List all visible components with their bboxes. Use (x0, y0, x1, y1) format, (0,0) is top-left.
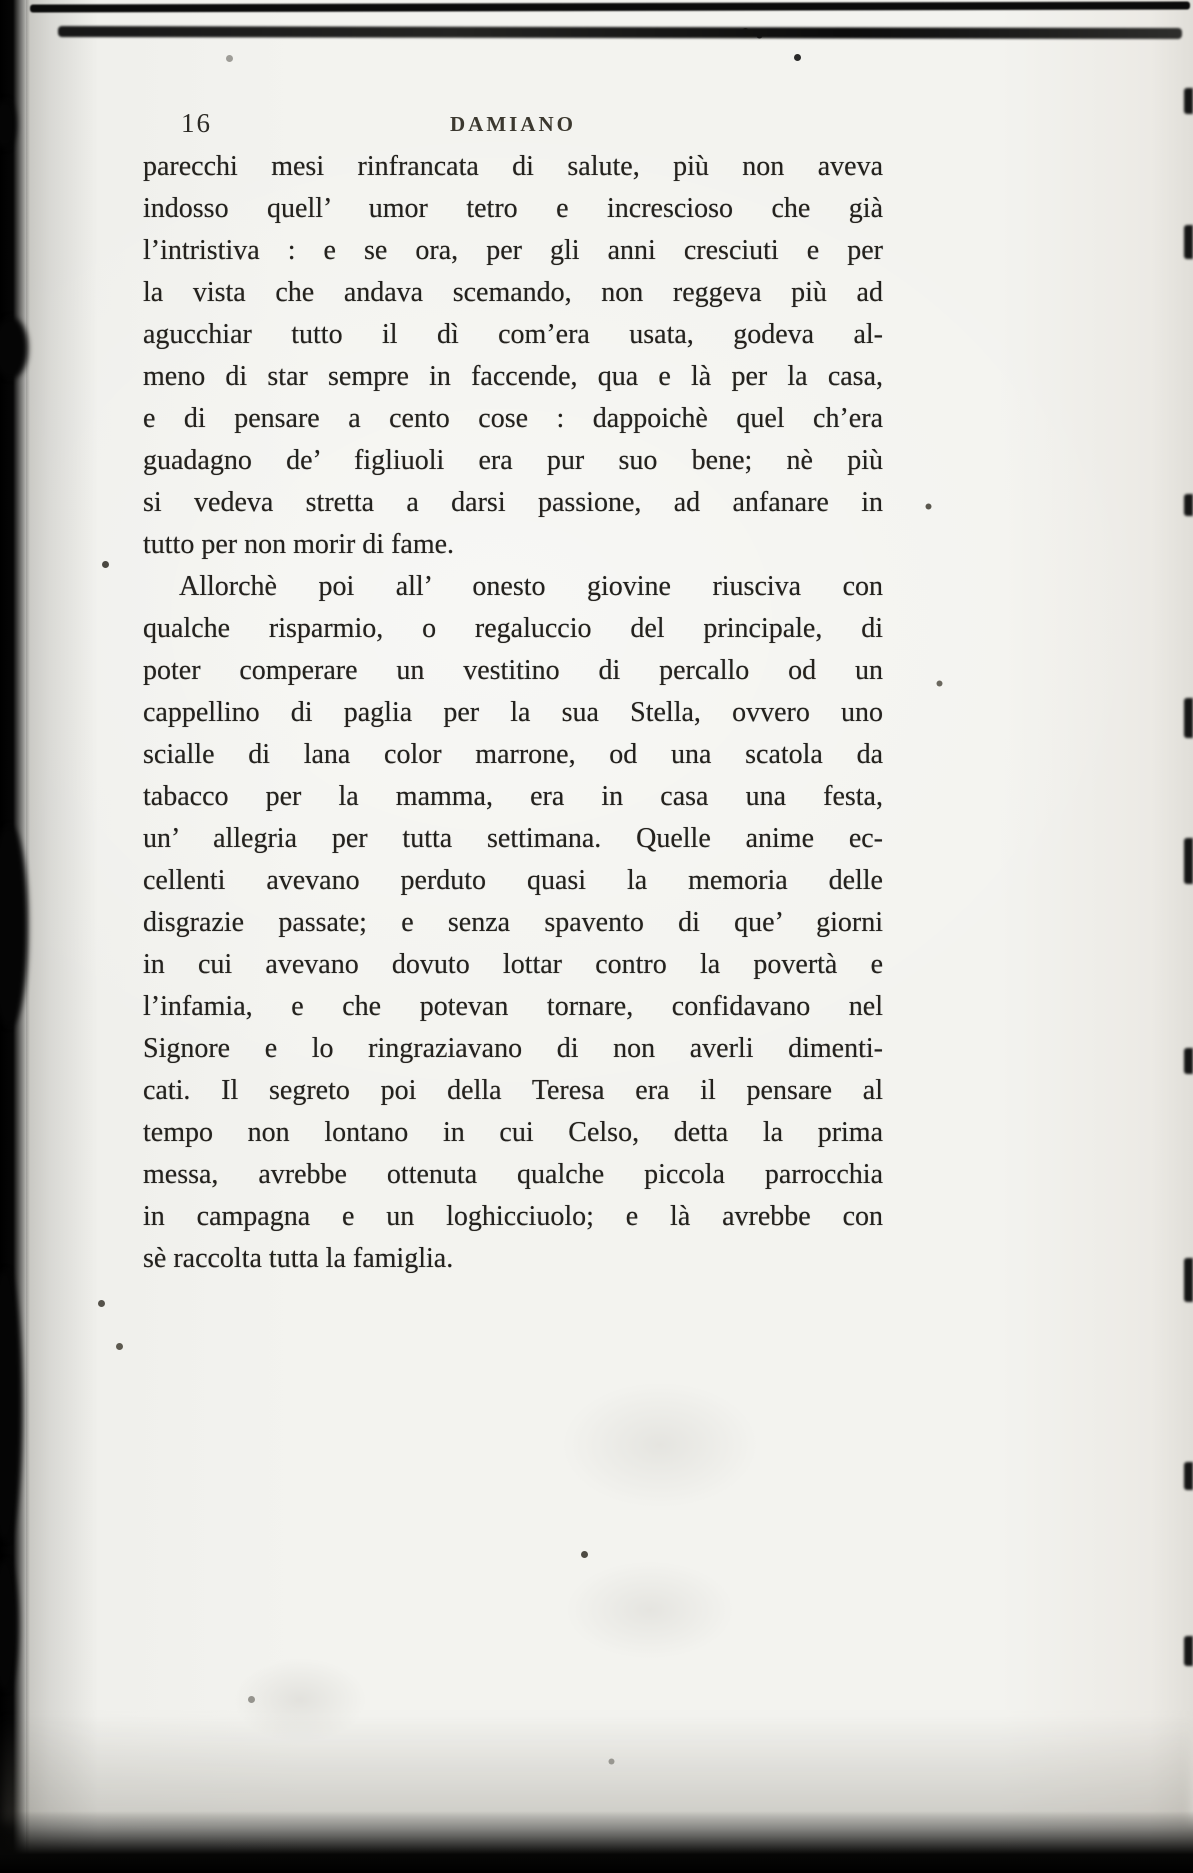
text-line: Allorchè poi all’ onesto giovine riusciva con (179, 571, 883, 602)
text-line: agucchiar tutto il dì com’era usata, godeva al- (143, 319, 883, 350)
scan-right-mark (1184, 1258, 1193, 1302)
scan-right-mark (1184, 1462, 1193, 1490)
scan-right-mark (1184, 1048, 1193, 1074)
text-line: tabacco per la mamma, era in casa una festa, (143, 781, 883, 812)
scan-edge-top-bar-2 (58, 26, 1182, 39)
scan-right-mark (1184, 225, 1193, 259)
scan-right-mark (1184, 838, 1193, 884)
text-line: messa, avrebbe ottenuta qualche piccola parrocchia (143, 1159, 883, 1190)
text-block (143, 146, 883, 1280)
text-line: meno di star sempre in faccende, qua e là per la casa, (143, 361, 883, 392)
scan-right-mark (1184, 494, 1193, 516)
text-line: tutto per non morir di fame. (143, 529, 455, 560)
scan-edge-bottom-band (0, 1811, 1193, 1873)
text-line: sè raccolta tutta la famiglia. (143, 1243, 454, 1274)
text-line: scialle di lana color marrone, od una scatola da (143, 739, 883, 770)
text-line: in campagna e un loghicciuolo; e là avrebbe con (143, 1201, 883, 1232)
page-number: 16 (181, 108, 212, 138)
scan-right-mark (1184, 88, 1193, 114)
text-line: disgrazie passate; e senza spavento di que’ giorni (143, 907, 883, 938)
running-title: DAMIANO (450, 112, 576, 136)
text-line: la vista che andava scemando, non reggeva più ad (143, 277, 883, 308)
text-line: in cui avevano dovuto lottar contro la povertà e (143, 949, 883, 980)
text-line: guadagno de’ figliuoli era pur suo bene; nè più (143, 445, 883, 476)
text-line: tempo non lontano in cui Celso, detta la prima (143, 1117, 883, 1148)
gutter-shadow (26, 0, 98, 1873)
scan-right-mark (1184, 1636, 1193, 1666)
text-line: parecchi mesi rinfrancata di salute, più non aveva (143, 151, 883, 182)
text-line: si vedeva stretta a darsi passione, ad anfanare in (143, 487, 883, 518)
text-line: cappellino di paglia per la sua Stella, ovvero uno (143, 697, 883, 728)
text-line: un’ allegria per tutta settimana. Quelle anime ec- (143, 823, 883, 854)
page-header (143, 104, 883, 148)
text-line: poter comperare un vestitino di percallo od un (143, 655, 883, 686)
text-line: l’infamia, e che potevan tornare, confidavano nel (143, 991, 883, 1022)
text-line: l’intristiva : e se ora, per gli anni cresciuti e per (143, 235, 883, 266)
text-line: cati. Il segreto poi della Teresa era il pensare al (143, 1075, 883, 1106)
text-line: e di pensare a cento cose : dappoichè quel ch’era (143, 403, 883, 434)
scan-bottom-shadow (0, 1715, 1193, 1825)
text-line: qualche risparmio, o regaluccio del principale, di (143, 613, 883, 644)
text-line: indosso quell’ umor tetro e increscioso che già (143, 193, 883, 224)
text-line: cellenti avevano perduto quasi la memoria delle (143, 865, 883, 896)
text-line: Signore e lo ringraziavano di non averli dimenti- (143, 1033, 883, 1064)
scan-right-mark (1184, 698, 1193, 738)
